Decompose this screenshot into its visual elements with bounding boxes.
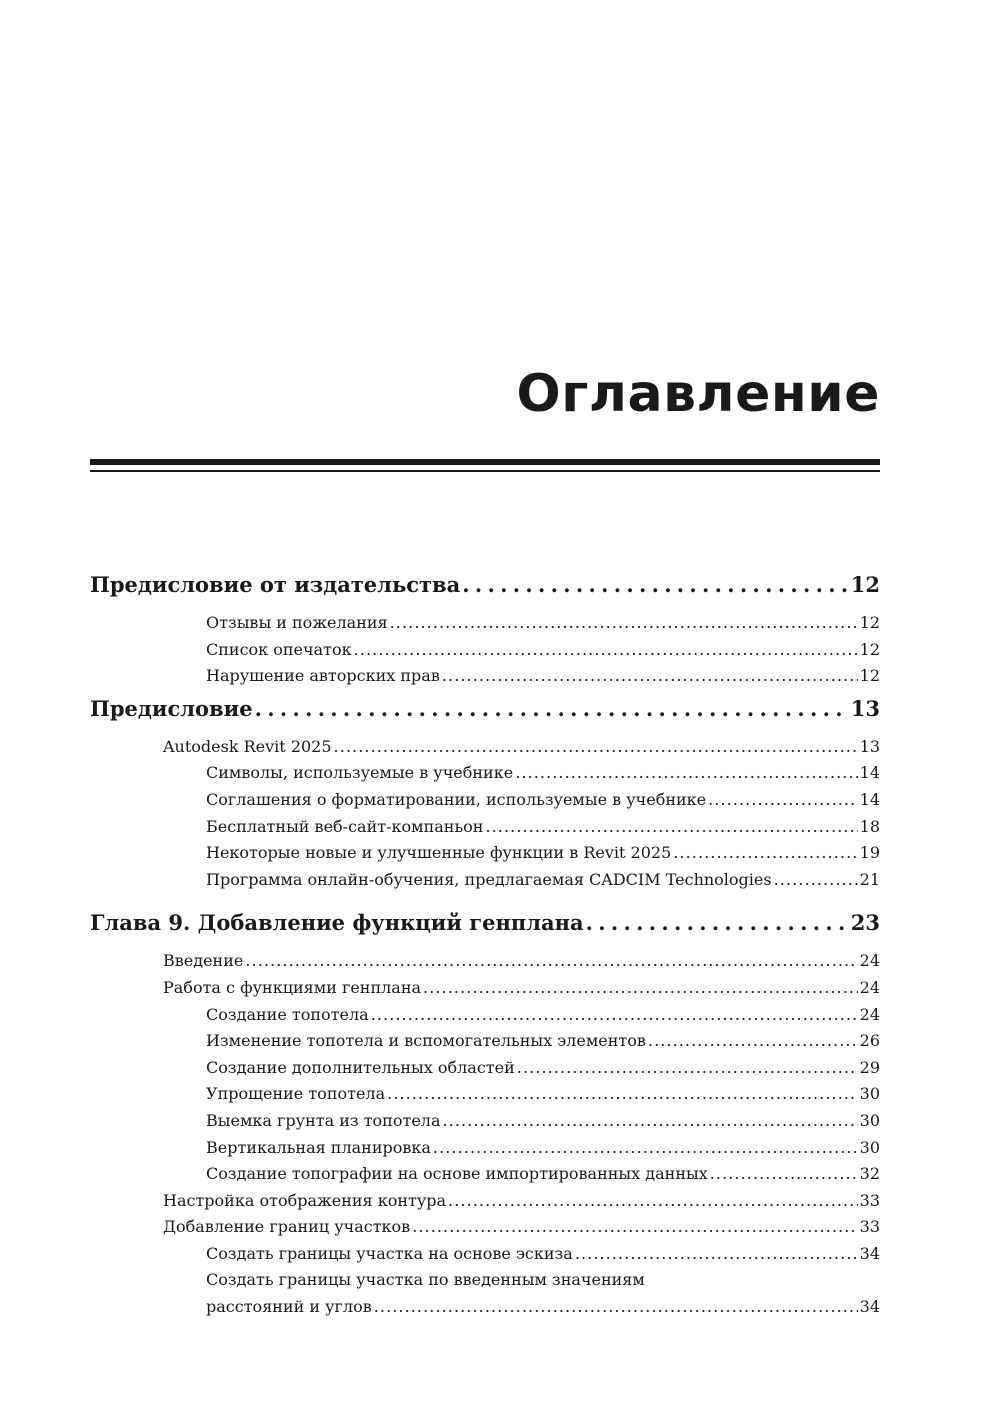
toc-entry-label: Введение (163, 951, 244, 971)
dot-leader (485, 814, 857, 841)
toc-entry-label: Создать границы участка по введенным значениям (206, 1270, 645, 1290)
toc-subsection-entry[interactable] (90, 1002, 880, 1029)
toc-subsection-entry[interactable] (90, 1135, 880, 1162)
toc-page-number: 30 (859, 1137, 880, 1157)
toc-subsection-entry[interactable] (90, 760, 880, 787)
dot-leader (245, 948, 857, 975)
toc-section-entry[interactable] (90, 975, 880, 1002)
toc-page-number: 18 (859, 816, 880, 836)
toc-entry-label: Отзывы и пожелания (206, 613, 388, 632)
toc-page-number: 24 (859, 977, 880, 997)
dot-leader (517, 1055, 858, 1082)
toc-subsection-entry[interactable] (90, 1081, 880, 1108)
toc-entry-label: Список опечаток (206, 639, 352, 659)
toc-page-number: 13 (850, 695, 880, 721)
toc-entry-label: Создание топотела (206, 1004, 369, 1024)
dot-leader (586, 904, 849, 941)
toc-subsection-entry[interactable] (90, 1241, 880, 1268)
dot-leader (374, 1294, 858, 1321)
toc-chapter-entry[interactable] (90, 904, 880, 941)
toc-chapter-entry[interactable] (90, 566, 880, 603)
table-of-contents (90, 566, 880, 1321)
toc-subsection-entry[interactable] (90, 787, 880, 814)
title-rule-thin (90, 470, 880, 472)
toc-page-number: 12 (859, 639, 880, 659)
toc-page-number: 32 (859, 1164, 880, 1184)
toc-page-number: 33 (859, 1217, 880, 1237)
toc-entry-label: Работа с функциями генплана (163, 977, 422, 997)
toc-entry-label: Предисловие от издательства (90, 572, 461, 597)
toc-subsection-entry[interactable] (90, 637, 880, 664)
toc-subsection-entry[interactable] (90, 663, 880, 690)
toc-page-number: 14 (859, 763, 880, 783)
toc-subsection-entry[interactable] (90, 840, 880, 867)
dot-leader (433, 1135, 858, 1162)
toc-entry-label: Выемка грунта из топотела (206, 1110, 441, 1130)
dot-leader (390, 610, 858, 637)
toc-page-number: 33 (859, 1190, 880, 1210)
toc-subsection-entry[interactable] (90, 814, 880, 841)
toc-page-number: 34 (859, 1297, 880, 1317)
toc-entry-label: Создание топографии на основе импортированных данных (206, 1164, 708, 1184)
dot-leader (462, 566, 849, 603)
toc-page-number: 26 (859, 1031, 880, 1051)
toc-entry-label: Добавление границ участков (163, 1217, 411, 1237)
dot-leader (515, 760, 857, 787)
toc-subsection-entry[interactable] (90, 1267, 880, 1320)
toc-entry-label: Создание дополнительных областей (206, 1057, 515, 1077)
toc-section-entry[interactable] (90, 1188, 880, 1215)
toc-page-number: 23 (850, 910, 880, 936)
dot-leader (255, 690, 849, 727)
toc-subsection-entry[interactable] (90, 867, 880, 894)
toc-section-entry[interactable] (90, 734, 880, 761)
toc-entry-label: Соглашения о форматировании, используемые в учебнике (206, 789, 707, 809)
toc-entry-label: Глава 9. Добавление функций генплана (90, 910, 584, 936)
dot-leader (708, 787, 858, 814)
dot-leader (448, 1188, 858, 1215)
toc-entry-label: Программа онлайн-обучения, предлагаемая CADCIM Technologies (206, 869, 772, 889)
toc-entry-label: Упрощение топотела (206, 1084, 386, 1104)
toc-entry-label: Вертикальная планировка (206, 1137, 431, 1157)
toc-entry-label-continued: расстояний и углов (206, 1297, 372, 1317)
page-title: Оглавление (516, 364, 880, 424)
dot-leader (648, 1028, 858, 1055)
toc-entry-label: Настройка отображения контура (163, 1190, 447, 1210)
toc-subsection-entry[interactable] (90, 610, 880, 637)
toc-page-number: 14 (859, 789, 880, 809)
dot-leader (673, 840, 857, 867)
toc-entry-line2 (206, 1294, 880, 1321)
toc-page-number: 24 (859, 951, 880, 971)
toc-page-number: 12 (859, 613, 880, 632)
toc-page-number: 30 (859, 1110, 880, 1130)
toc-section-entry[interactable] (90, 1214, 880, 1241)
toc-entry-label: Символы, используемые в учебнике (206, 763, 514, 783)
dot-leader (442, 663, 858, 690)
toc-chapter-entry[interactable] (90, 690, 880, 727)
dot-leader (354, 637, 858, 664)
toc-page-number: 21 (859, 869, 880, 889)
toc-subsection-entry[interactable] (90, 1055, 880, 1082)
toc-entry-label: Бесплатный веб-сайт-компаньон (206, 816, 484, 836)
dot-leader (443, 1108, 858, 1135)
toc-entry-label: Создать границы участка на основе эскиза (206, 1243, 573, 1263)
title-rule-thick (90, 459, 880, 465)
toc-subsection-entry[interactable] (90, 1108, 880, 1135)
toc-page-number: 30 (859, 1084, 880, 1104)
dot-leader (387, 1081, 858, 1108)
dot-leader (371, 1002, 858, 1029)
dot-leader (575, 1241, 858, 1268)
toc-page-number: 24 (859, 1004, 880, 1024)
toc-entry-label: Предисловие (90, 695, 253, 721)
dot-leader (423, 975, 858, 1002)
toc-page-number: 34 (859, 1243, 880, 1263)
toc-page-number: 12 (850, 572, 880, 597)
dot-leader (412, 1214, 857, 1241)
toc-entry-label: Изменение топотела и вспомогательных элементов (206, 1031, 646, 1051)
toc-entry-label: Некоторые новые и улучшенные функции в Revit 2025 (206, 843, 672, 863)
dot-leader (710, 1161, 858, 1188)
toc-section-entry[interactable] (90, 948, 880, 975)
toc-entry-label: Нарушение авторских прав (206, 666, 440, 686)
dot-leader (334, 734, 858, 761)
toc-page-number: 12 (859, 666, 880, 686)
dot-leader (774, 867, 858, 894)
toc-subsection-entry[interactable] (90, 1161, 880, 1188)
toc-entry-label: Autodesk Revit 2025 (163, 736, 332, 756)
toc-page-number: 19 (859, 843, 880, 863)
toc-page-number: 13 (859, 736, 880, 756)
toc-subsection-entry[interactable] (90, 1028, 880, 1055)
toc-page-number: 29 (859, 1057, 880, 1077)
